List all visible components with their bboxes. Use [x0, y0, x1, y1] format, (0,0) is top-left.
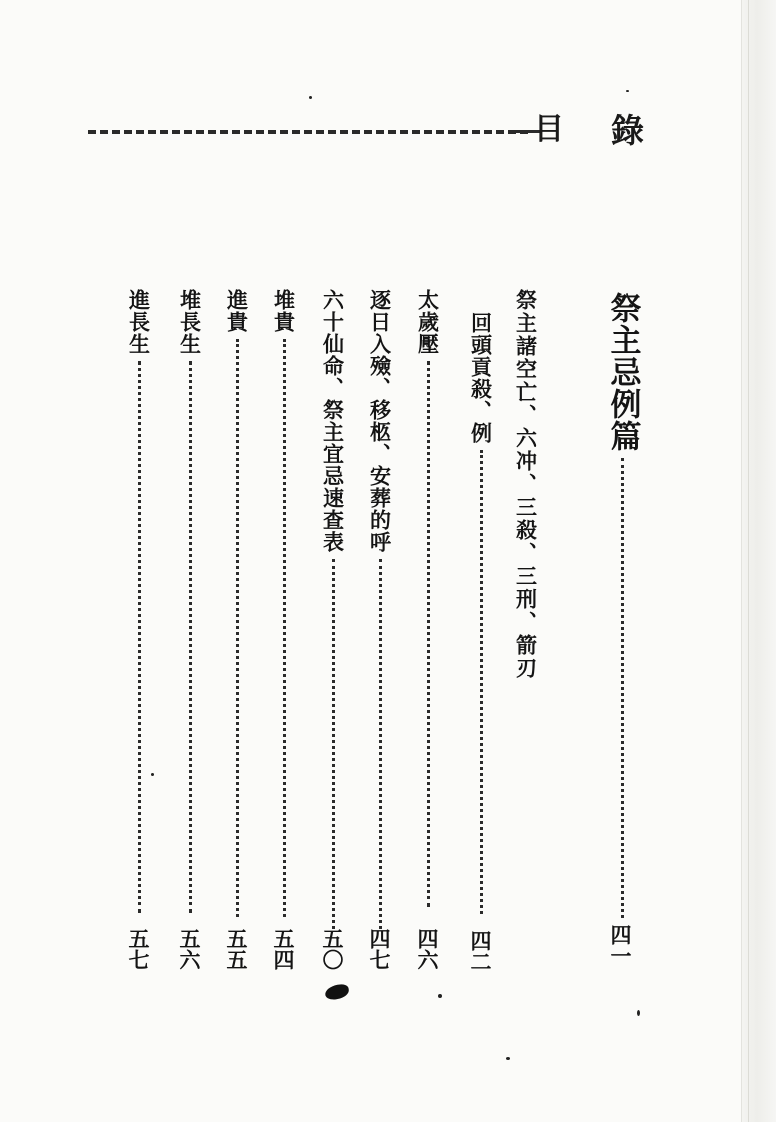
- toc-entry: [124, 289, 154, 913]
- scan-speck: [438, 994, 442, 998]
- section-title: 祭主忌例篇: [604, 292, 641, 452]
- toc-entry-page: 四六: [415, 928, 440, 970]
- toc-entry-page: 四二: [468, 930, 493, 972]
- toc-entry-title: 逐日入殮、移柩、安葬的呼: [367, 289, 393, 553]
- scan-speck: [309, 96, 312, 99]
- toc-entry: [318, 289, 348, 929]
- toc-entry-leader: [332, 559, 335, 929]
- toc-entry: [222, 289, 252, 917]
- scan-speck: [151, 773, 154, 776]
- toc-entry: [511, 289, 541, 680]
- toc-entry-page: 五四: [271, 928, 296, 970]
- scan-speck: [626, 90, 629, 92]
- toc-entry-page: 五〇: [320, 928, 345, 970]
- toc-entry-leader: [283, 339, 286, 917]
- toc-entry: [269, 289, 299, 917]
- toc-entry-title: 回頭貢殺、例: [468, 312, 494, 444]
- header-rule: [88, 130, 528, 134]
- toc-entry-title: 堆長生: [177, 289, 203, 355]
- toc-entry: [365, 289, 395, 929]
- toc-entry-title: 六十仙命、祭主宜忌速查表: [320, 289, 346, 553]
- section-leader: [621, 458, 624, 918]
- toc-section-heading: [602, 292, 642, 918]
- ink-blot: [324, 983, 350, 1001]
- toc-entry-page: 四七: [367, 928, 392, 970]
- toc-entry-leader: [480, 450, 483, 914]
- toc-entry-leader: [379, 559, 382, 929]
- toc-entry-title: 太歲壓: [415, 289, 441, 355]
- header-char-mu: 目: [534, 112, 564, 147]
- toc-entry: [466, 312, 496, 914]
- toc-entry-title: 進貴: [224, 289, 250, 333]
- toc-entry-title: 祭主諸空亡、六冲、三殺、三刑、箭刃: [513, 289, 539, 680]
- toc-entry-title: 進長生: [126, 289, 152, 355]
- toc-entry-page: 五六: [177, 928, 202, 970]
- scan-speck: [637, 1010, 640, 1016]
- header-char-lu: 錄: [611, 111, 644, 150]
- toc-entry: [175, 289, 205, 913]
- toc-entry-leader: [138, 361, 141, 913]
- toc-entry-page: 五七: [126, 928, 151, 970]
- toc-entry-leader: [189, 361, 192, 913]
- toc-entry-leader: [236, 339, 239, 917]
- toc-entry-leader: [427, 361, 430, 907]
- section-page-number: 四一: [608, 924, 633, 966]
- toc-entry: [413, 289, 443, 907]
- scan-speck: [506, 1057, 510, 1060]
- toc-entry-page: 五五: [224, 928, 249, 970]
- toc-entry-title: 堆貴: [271, 289, 297, 333]
- binding-edge: [741, 0, 776, 1122]
